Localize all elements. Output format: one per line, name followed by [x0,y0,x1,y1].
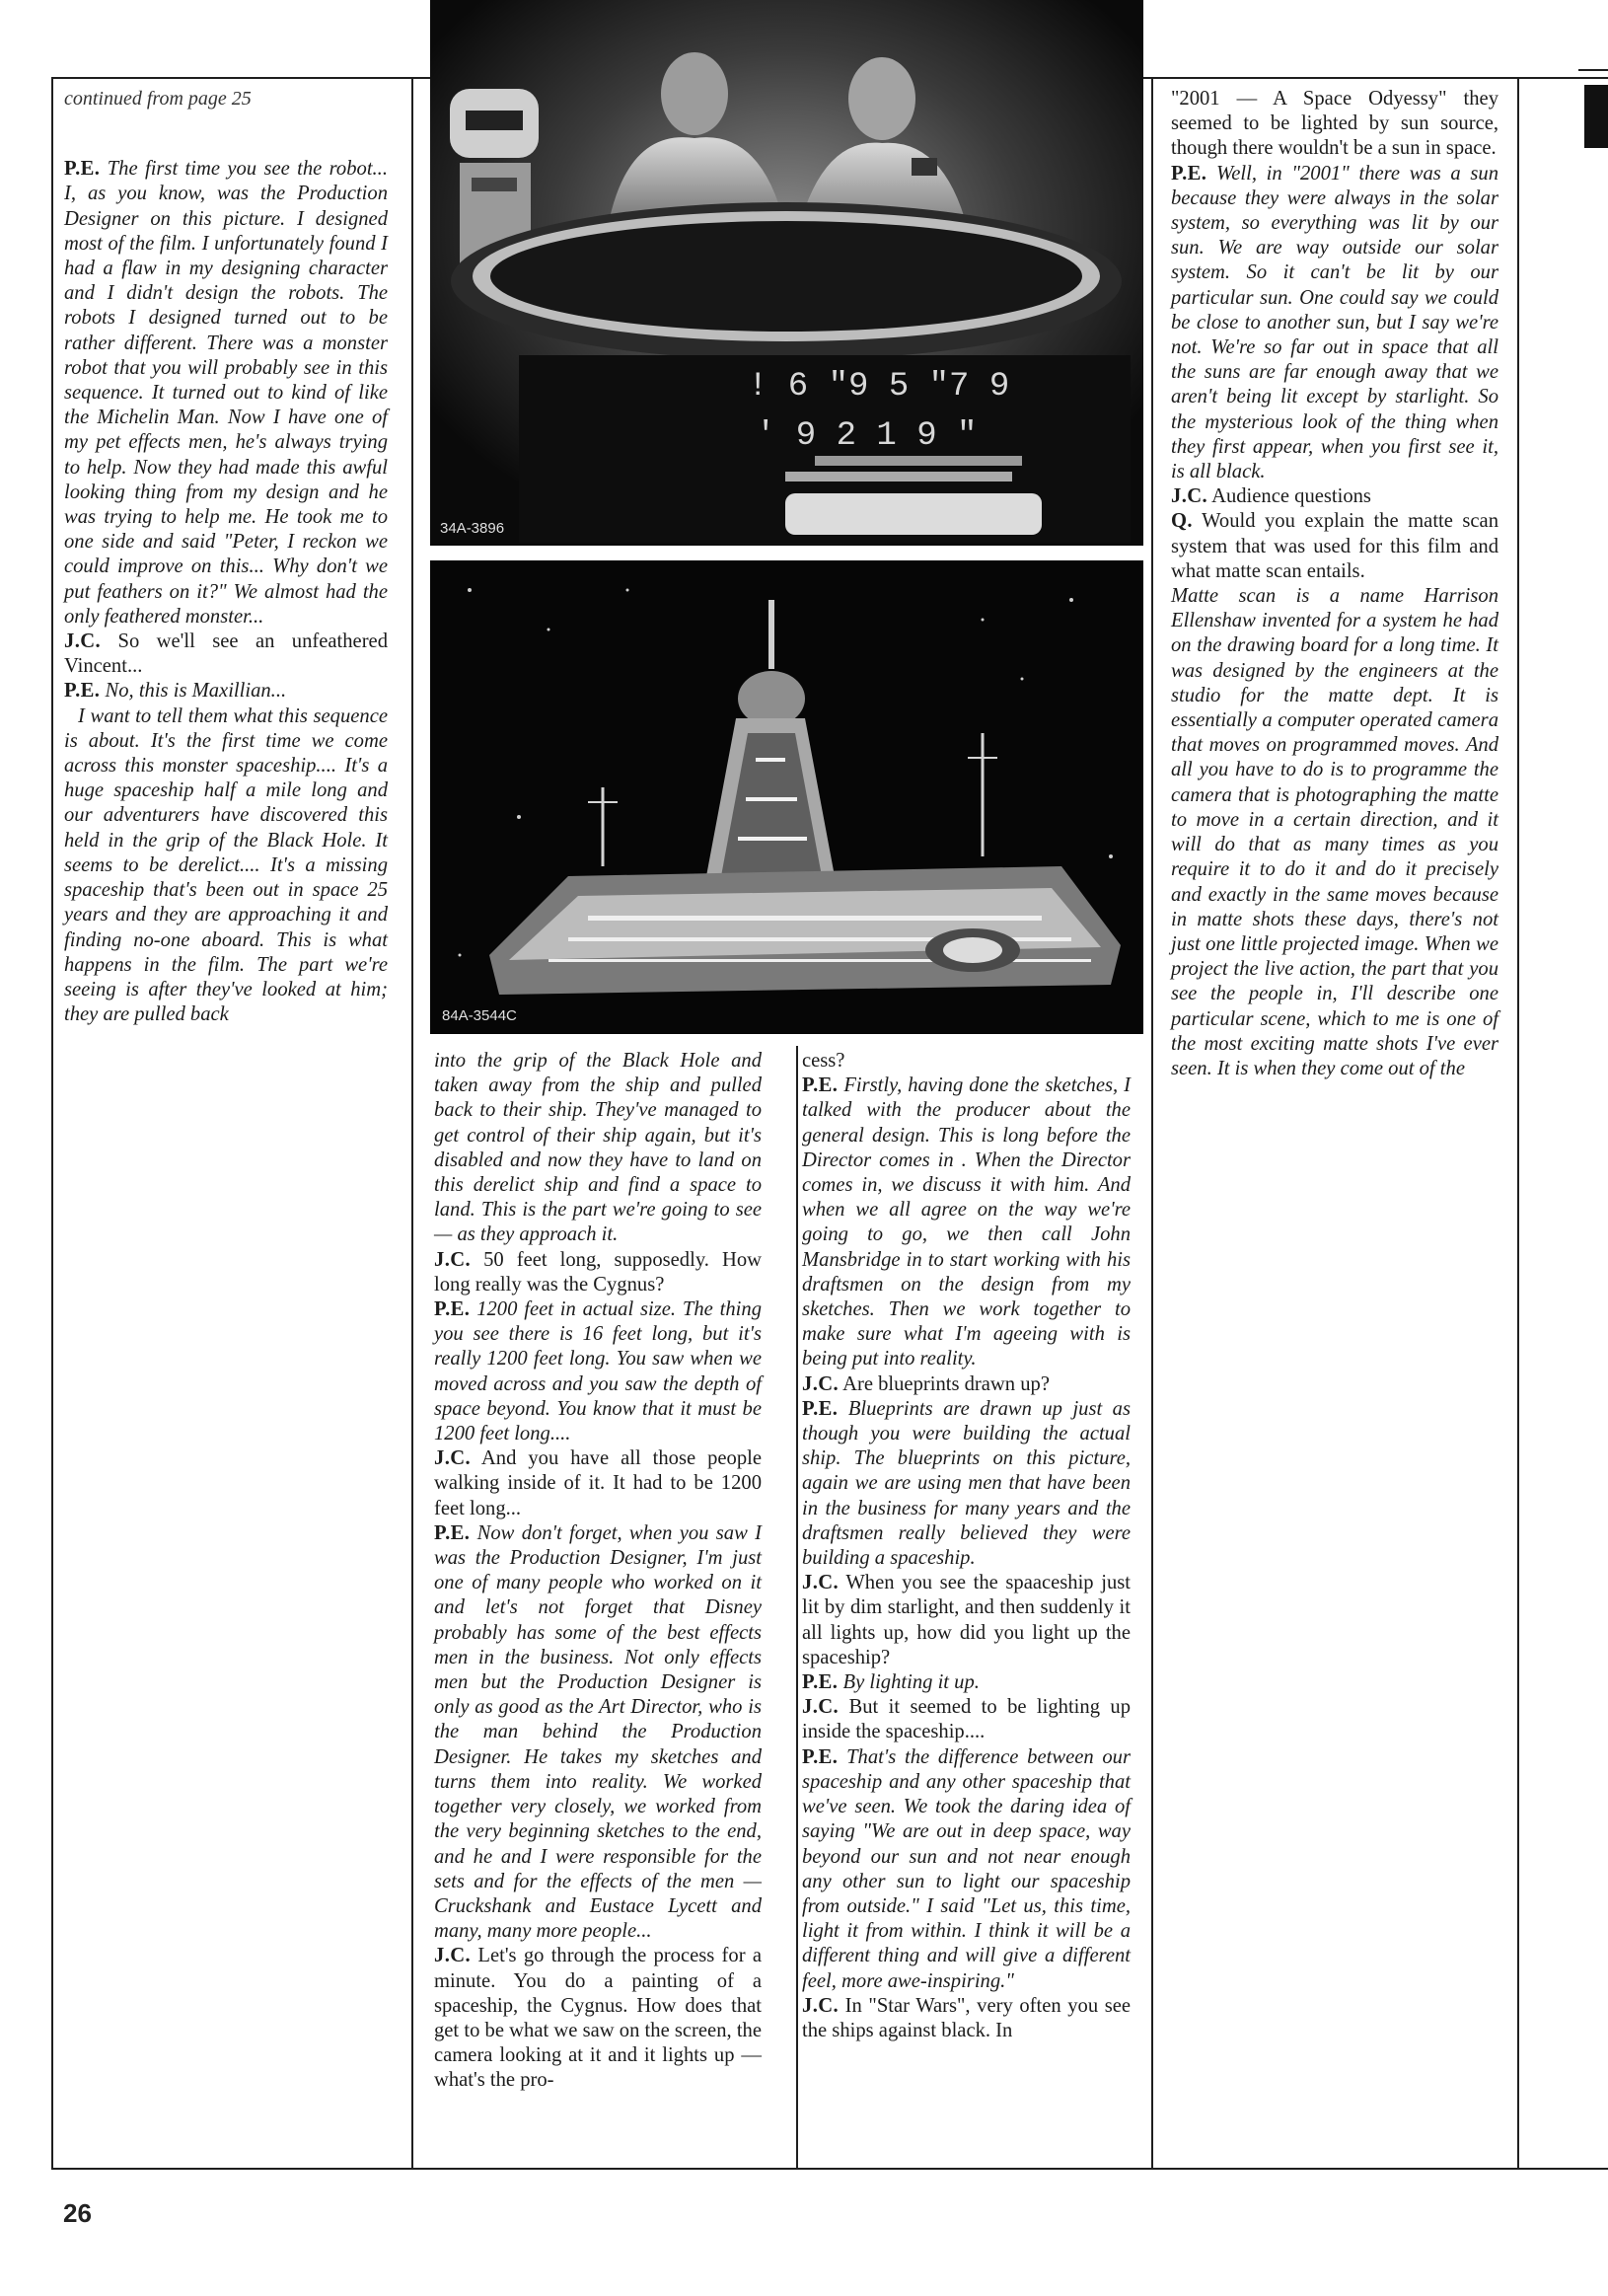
paragraph [802,1695,1131,1744]
speaker-label: P.E. [802,1397,839,1420]
speaker-label: J.C. [1171,485,1208,508]
speaker-label: Q. [1171,510,1193,533]
speaker-label: P.E. [802,1745,839,1768]
paragraph-text: Would you explain the matte scan system that was used for this film and what matte scan entails. [1171,510,1498,582]
top-rule-right-stub [1578,69,1608,71]
paragraph [802,1670,1131,1695]
paragraph [802,1994,1131,2043]
paragraph [64,679,388,704]
paragraph-text: Now don't forget, when you saw I was the Production Designer, I'm just one of many people who worked on it and let's not forget that Disney probably has some of the best effects men in the business. Not only effects men but the Production Designer is only as good as the Art Director, who is the man behind the Production Designer. He takes my sketches and turns them into reality. We worked together very closely, we worked from the very beginning sketches to the end, and he and I were responsible for the sets and for the effects of the men — Cruckshank and Eustace Lycett and many, many more people... [434,1521,762,1943]
paragraph-text: So we'll see an unfeathered Vincent... [64,630,388,678]
paragraph [64,704,388,1028]
paragraph-text: When you see the spaaceship just lit by dim starlight, and then suddenly it all lights up, how did you light up the spaceship? [802,1572,1131,1668]
speaker-label: P.E. [64,158,101,181]
column-divider-3 [1151,77,1153,2170]
paragraph [802,1049,1131,1074]
paragraph-text: Well, in "2001" there was a sun because they were always in the solar system, so everything was lit by our sun. We are way outside our solar system. So it can't be lit by our particular sun. One could say we could be close to another sun, but I say we're not. We're so far out in space that all the suns are far enough away that we aren't being lit except by starlight. So the mysterious look of the thing when they first appear, when you first see it, is all black. [1171,162,1498,483]
paragraph [1171,484,1498,509]
speaker-label: P.E. [434,1521,471,1544]
paragraph [64,157,388,630]
paragraph [802,1372,1131,1397]
speaker-label: P.E. [434,1298,471,1321]
svg-text:! 6 "9 5 "7 9: ! 6 "9 5 "7 9 [748,368,1010,406]
bridge-console-photo [430,0,1143,546]
middle-text-column-a [434,1049,762,2094]
page-edge-tab [1584,85,1608,148]
paragraph-text: Firstly, having done the sketches, I talked with the producer about the general design. This is long before the Director comes in . When the Director comes in, we discuss it with him. And when we all agree on the way we're going to go, we then call John Mansbridge in to start working with his draftsmen on the design from my sketches. Then we work together to make sure what I'm ageeing with is being put into reality. [802,1074,1131,1370]
right-text-column [1171,87,1498,1081]
paragraph-text: In "Star Wars", very often you see the ships against black. In [802,1994,1131,2041]
column-divider-2 [796,1046,798,2170]
paragraph [64,630,388,679]
paragraph [64,87,388,111]
paragraph-text: Are blueprints drawn up? [842,1372,1050,1395]
paragraph-text: Blueprints are drawn up just as though you were building the actual ship. The blueprints on this picture, again we are using men that have been in the business for many years and the draftsmen really believed they were building a spaceship. [802,1397,1131,1570]
page-number: 26 [63,2198,92,2228]
paragraph-text: "2001 — A Space Odyessy" they seemed to be lighted by sun source, though there wouldn't be a sun in space. [1171,88,1498,160]
paragraph [802,1745,1131,1994]
paragraph [802,1397,1131,1571]
speaker-label: P.E. [802,1074,839,1097]
speaker-label: J.C. [802,1696,840,1719]
paragraph-text: Matte scan is a name Harrison Ellenshaw invented for a system he had on the drawing board for a long time. It was designed by the engineers at the studio for the matte dept. It is essentially a computer operated camera that moves on programmed moves. And all you have to do is to programme the camera that is photographing the matte to move in a certain direction, and it will do that as many times as you require it to do it and do it precisely and exactly in the same moves because in matte shots these days, there's not just one little projected image. When we project the live action, the part that you see the people in, I'll describe one particular scene, which to me is one of the most exciting matte shots I've ever seen. It is when they come out of the [1171,585,1498,1079]
paragraph-text: No, this is Maxillian... [105,680,287,703]
paragraph-text: That's the difference between our spaceship and any other spaceship that we've seen. We took the daring idea of saying "We are out in deep space, way beyond our sun and not near enough any other sun to light our spaceship from outside." I said "Let us, this time, light it from within. I think it will be a different thing and will give a different feel, more awe-inspiring." [802,1745,1131,1992]
paragraph [802,1571,1131,1670]
paragraph [1171,584,1498,1081]
paragraph-text: cess? [802,1050,845,1072]
paragraph [434,1297,762,1446]
speaker-label: J.C. [434,1447,472,1470]
paragraph-text: Audience questions [1211,485,1371,508]
svg-text:' 9 2 1 9 ": ' 9 2 1 9 " [756,417,978,455]
paragraph-text: The first time you see the robot... I, as you know, was the Production Designer on this picture. I designed most of the film. I unfortunately found I had a flaw in my designing character and I didn't design the robots. The robots I designed turned out to be rather different. There was a monster robot that you will probably see in this sequence. It turned out to kind of like the Michelin Man. Now I have one of my pet effects men, he's always trying to help. Now they had made this awful looking thing from my design and he was trying to help me. He took me to one side and said "Peter, I reckon we could improve on this... Why don't we put feathers on it?" We almost had the only feathered monster... [64,158,388,628]
paragraph-text: But it seemed to be lighting up inside the spaceship.... [802,1696,1131,1743]
paragraph [434,1446,762,1521]
left-border [51,77,53,2170]
speaker-label: P.E. [64,680,101,703]
bottom-rule [51,2168,1608,2170]
left-text-column [64,87,388,1027]
paragraph [1171,509,1498,584]
paragraph-text: And you have all those people walking inside of it. It had to be 1200 feet long... [434,1447,762,1519]
paragraph [434,1521,762,1944]
speaker-label: J.C. [802,1572,840,1594]
speaker-label: J.C. [64,630,102,653]
paragraph-text: Let's go through the process for a minute. You do a painting of a spaceship, the Cygnus. How does that get to be what we saw on the screen, the camera looking at it and it lights up — what's the pro- [434,1945,762,2092]
paragraph-text: 50 feet long, supposedly. How long really was the Cygnus? [434,1248,762,1296]
paragraph-text: I want to tell them what this sequence is about. It's the first time we come across this monster spaceship.... It's a huge spaceship half a mile long and our adventurers have discovered this held in the grip of the Black Hole. It seems to be derelict.... It's a missing spaceship that's been out in space 25 years and they are approaching it and finding no-one aboard. This is what happens in the film. The part we're seeing is after they've looked at him; they are pulled back [64,704,388,1026]
speaker-label: P.E. [802,1671,839,1694]
paragraph [1171,87,1498,162]
speaker-label: J.C. [802,1994,840,2017]
photo-caption-code: 84A-3544C [442,1007,517,1024]
cygnus-spaceship-photo [430,560,1143,1034]
paragraph [434,1049,762,1248]
paragraph-text: By lighting it up. [842,1671,980,1694]
column-divider-4 [1517,77,1519,2170]
paragraph [1171,162,1498,485]
paragraph [802,1074,1131,1371]
paragraph [434,1248,762,1297]
middle-text-column-b [802,1049,1131,2043]
speaker-label: J.C. [434,1248,472,1271]
speaker-label: J.C. [434,1945,472,1967]
speaker-label: J.C. [802,1372,840,1395]
paragraph-text: continued from page 25 [64,88,252,110]
speaker-label: P.E. [1171,162,1207,185]
paragraph-text: 1200 feet in actual size. The thing you see there is 16 feet long, but it's really 1200 feet long. You saw when we moved across and you saw the depth of space beyond. You know that it must be 1200 feet long.... [434,1298,762,1445]
photo-caption-code: 34A-3896 [440,520,505,537]
column-divider-1 [411,77,413,2170]
paragraph [434,1944,762,2093]
paragraph-text: into the grip of the Black Hole and taken away from the ship and pulled back to their ship. They've managed to get control of their ship again, but it's disabled and now they have to land on this derelict ship and find a space to land. This is the part we're going to see — as they approach it. [434,1050,762,1246]
